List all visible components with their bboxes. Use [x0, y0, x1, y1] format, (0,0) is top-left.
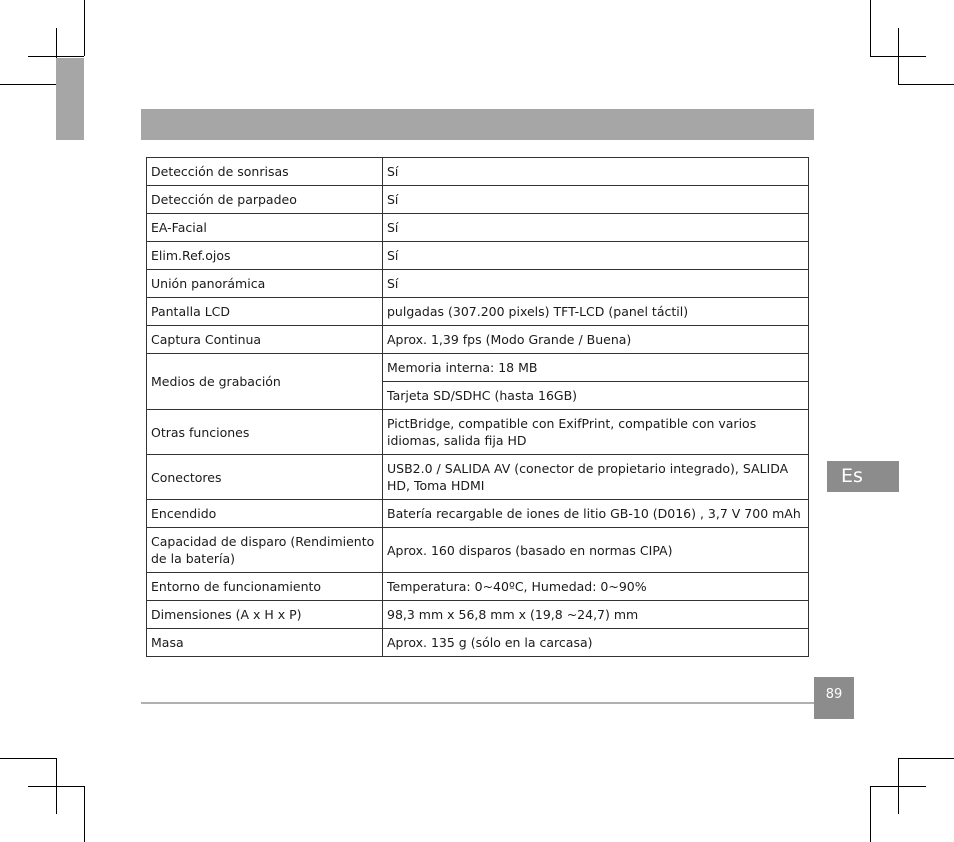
language-tab: Es — [827, 461, 899, 492]
spec-value: Aprox. 160 disparos (basado en normas CIPA) — [383, 528, 809, 573]
spec-value: 98,3 mm x 56,8 mm x (19,8 ~24,7) mm — [383, 601, 809, 629]
spec-value: PictBridge, compatible con ExifPrint, compatible con varios idiomas, salida fija HD — [383, 410, 809, 455]
footer-divider — [141, 702, 814, 704]
spec-value: Sí — [383, 186, 809, 214]
table-row — [147, 242, 809, 270]
table-row — [147, 186, 809, 214]
chapter-marker — [56, 58, 84, 140]
crop-mark — [870, 786, 871, 842]
spec-value: USB2.0 / SALIDA AV (conector de propietario integrado), SALIDA HD, Toma HDMI — [383, 455, 809, 500]
crop-mark — [0, 84, 56, 85]
spec-label: Capacidad de disparo (Rendimiento de la batería) — [147, 528, 383, 573]
table-row — [147, 573, 809, 601]
spec-value: Memoria interna: 18 MB — [383, 354, 809, 382]
table-row — [147, 270, 809, 298]
spec-label: Detección de sonrisas — [147, 158, 383, 186]
table-row — [147, 629, 809, 657]
spec-label: Entorno de funcionamiento — [147, 573, 383, 601]
spec-label: Captura Continua — [147, 326, 383, 354]
table-row — [147, 500, 809, 528]
spec-label: Otras funciones — [147, 410, 383, 455]
crop-mark — [870, 56, 926, 57]
spec-label: EA-Facial — [147, 214, 383, 242]
table-row — [147, 354, 809, 382]
crop-mark — [84, 786, 85, 842]
crop-mark — [28, 56, 84, 57]
table-row — [147, 326, 809, 354]
spec-value: Sí — [383, 214, 809, 242]
spec-value: Aprox. 135 g (sólo en la carcasa) — [383, 629, 809, 657]
spec-value: pulgadas (307.200 pixels) TFT-LCD (panel táctil) — [383, 298, 809, 326]
table-row — [147, 528, 809, 573]
crop-mark — [84, 0, 85, 56]
spec-label: Conectores — [147, 455, 383, 500]
spec-label: Elim.Ref.ojos — [147, 242, 383, 270]
spec-value: Sí — [383, 270, 809, 298]
spec-value: Temperatura: 0~40ºC, Humedad: 0~90% — [383, 573, 809, 601]
spec-label: Encendido — [147, 500, 383, 528]
crop-mark — [898, 758, 954, 759]
spec-label: Medios de grabación — [147, 354, 383, 410]
table-row — [147, 601, 809, 629]
crop-mark — [870, 0, 871, 56]
table-row — [147, 455, 809, 500]
header-bar — [141, 109, 814, 140]
spec-label: Pantalla LCD — [147, 298, 383, 326]
spec-value: Sí — [383, 158, 809, 186]
specifications-table — [146, 157, 809, 657]
spec-value: Tarjeta SD/SDHC (hasta 16GB) — [383, 382, 809, 410]
table-row — [147, 298, 809, 326]
spec-label: Dimensiones (A x H x P) — [147, 601, 383, 629]
spec-value: Batería recargable de iones de litio GB-10 (D016) , 3,7 V 700 mAh — [383, 500, 809, 528]
crop-mark — [898, 84, 954, 85]
table-row — [147, 410, 809, 455]
spec-value: Sí — [383, 242, 809, 270]
spec-label: Unión panorámica — [147, 270, 383, 298]
table-row — [147, 214, 809, 242]
spec-label: Detección de parpadeo — [147, 186, 383, 214]
crop-mark — [0, 758, 56, 759]
crop-mark — [28, 786, 84, 787]
table-row — [147, 158, 809, 186]
page-number: 89 — [814, 677, 854, 719]
spec-label: Masa — [147, 629, 383, 657]
spec-value: Aprox. 1,39 fps (Modo Grande / Buena) — [383, 326, 809, 354]
crop-mark — [870, 786, 926, 787]
